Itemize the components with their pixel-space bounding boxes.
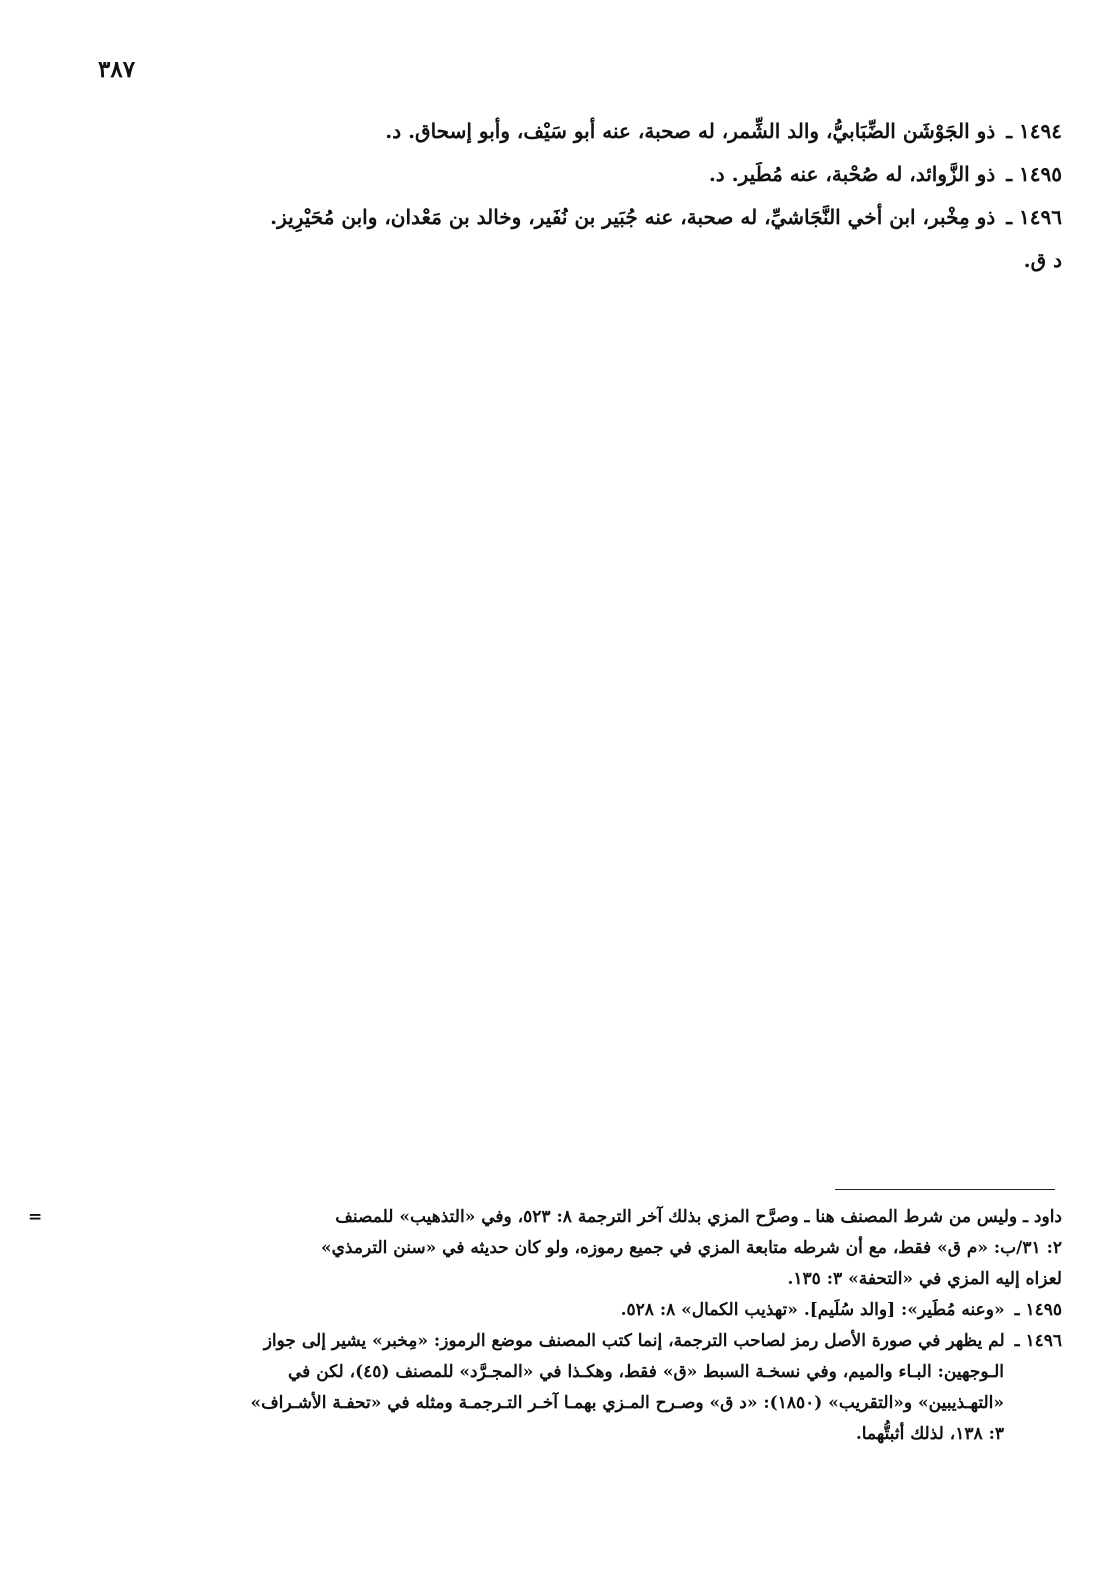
- footnote-text: لم يظهر في صورة الأصل رمز لصاحب الترجمة، إنما كتب المصنف موضع الرموز: «مِخبر» يشير إلى جواز: [263, 1331, 1005, 1351]
- footnote-number: ١٤٩٦ ـ: [1014, 1331, 1062, 1351]
- footnote-continuation: [28, 1202, 1062, 1295]
- entry-text: ذو الزَّوائد، له صُحْبة، عنه مُطَير. د.: [708, 162, 996, 186]
- footnote-separator: [835, 1189, 1055, 1190]
- entry-number: ١٤٩٦ ـ: [1006, 205, 1062, 229]
- continuation-marker: =: [28, 1207, 43, 1227]
- footnote-line: لعزاه إليه المزي في «التحفة» ٣: ١٣٥.: [787, 1269, 1062, 1289]
- entry-1495: [62, 153, 1062, 196]
- footnotes: [28, 1202, 1062, 1450]
- footnote-1495: [62, 1295, 1062, 1326]
- entry-number: ١٤٩٥ ـ: [1006, 162, 1062, 186]
- entry-number: ١٤٩٤ ـ: [1006, 119, 1062, 143]
- entry-1496: [62, 196, 1062, 282]
- main-entries: [62, 110, 1062, 282]
- entry-text: ذو مِخْبر، ابن أخي النَّجَاشيِّ، له صحبة، عنه جُبَير بن نُفَير، وخالد بن مَعْدان، وابن مُحَيْرِيز.: [270, 205, 996, 229]
- footnote-1496: [62, 1326, 1062, 1450]
- footnote-number: ١٤٩٥ ـ: [1014, 1300, 1062, 1320]
- footnote-line: ٣: ١٣٨، لذلك أثبتُّهما.: [855, 1424, 1004, 1444]
- entry-1494: [62, 110, 1062, 153]
- entry-continuation: د ق.: [1023, 248, 1062, 272]
- footnote-line: ٢: ٣١/ب: «م ق» فقط، مع أن شرطه متابعة المزي في جميع رموزه، ولو كان حديثه في «سنن الترمذي»: [321, 1238, 1062, 1258]
- footnote-line: الـوجهين: البـاء والميم، وفي نسخـة السبط «ق» فقط، وهكـذا في «المجـرَّد» للمصنف (٤٥)، لكن في: [288, 1362, 1004, 1382]
- entry-text: ذو الجَوْشَن الضِّبَابيُّ، والد الشِّمر، له صحبة، عنه أبو سَيْف، وأبو إسحاق. د.: [385, 119, 996, 143]
- page-number: ٣٨٧: [98, 56, 136, 83]
- footnote-line: داود ـ وليس من شرط المصنف هنا ـ وصرَّح المزي بذلك آخر الترجمة ٨: ٥٢٣، وفي «التذهيب» للمصنف: [335, 1207, 1062, 1227]
- footnote-text: «وعنه مُطَير»: [والد سُلَيم]. «تهذيب الكمال» ٨: ٥٢٨.: [620, 1300, 1005, 1320]
- footnote-line: «التهـذيبين» و«التقريب» (١٨٥٠): «د ق» وصـرح المـزي بهمـا آخـر التـرجمـة ومثله في «تحفـة الأشـراف»: [250, 1393, 1004, 1413]
